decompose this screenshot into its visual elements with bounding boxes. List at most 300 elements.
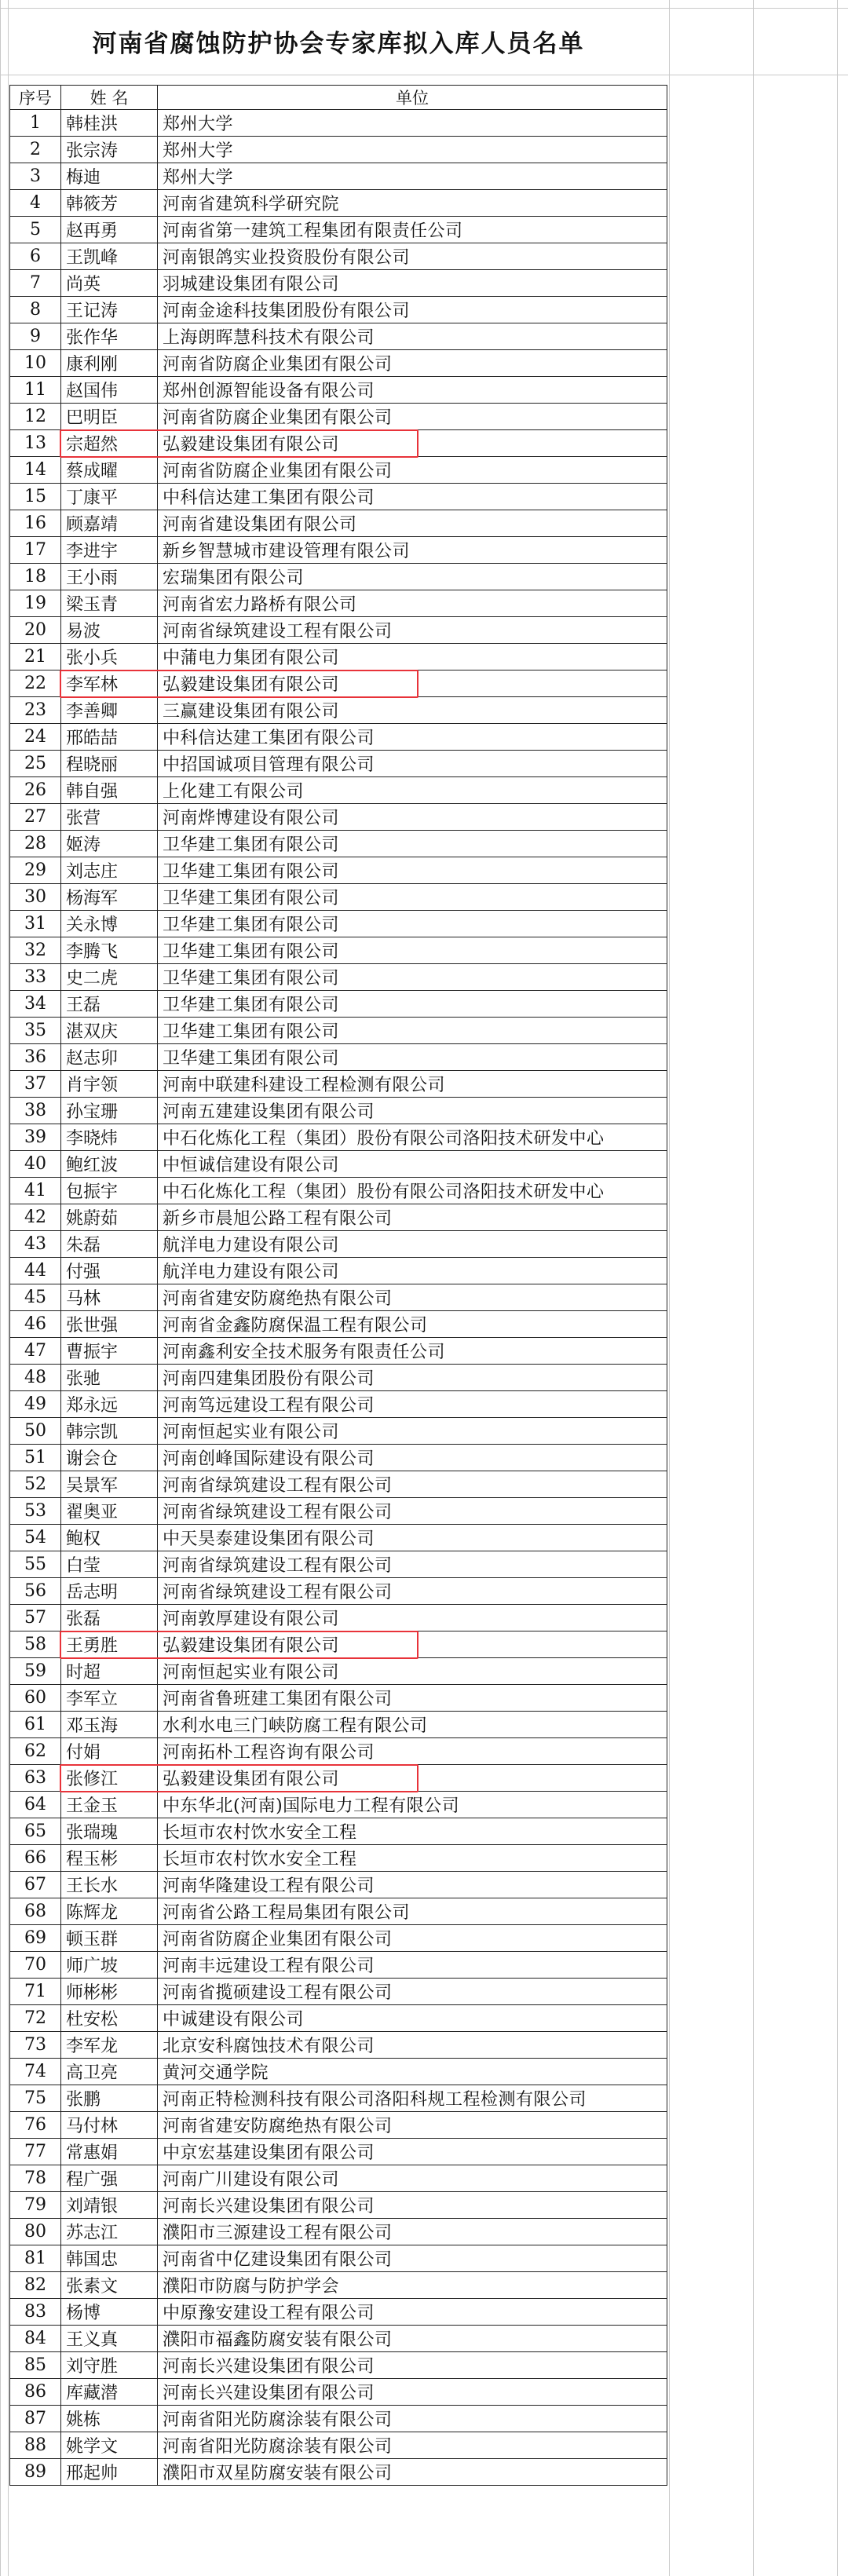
table-row [10, 1418, 667, 1445]
row-index-cell: 48 [10, 1365, 61, 1391]
row-org-cell: 卫华建工集团有限公司 [158, 964, 667, 991]
row-name-cell: 湛双庆 [61, 1018, 158, 1044]
row-name-cell: 尚英 [61, 270, 158, 297]
row-index-cell: 18 [10, 564, 61, 590]
row-name-cell: 邢起帅 [61, 2459, 158, 2486]
row-index-cell: 31 [10, 911, 61, 937]
row-index-cell: 59 [10, 1658, 61, 1685]
row-org-cell: 河南省阳光防腐涂装有限公司 [158, 2432, 667, 2459]
row-name-cell: 史二虎 [61, 964, 158, 991]
row-name-cell: 谢会仓 [61, 1445, 158, 1471]
table-row [10, 2112, 667, 2139]
row-org-cell: 水利水电三门峡防腐工程有限公司 [158, 1712, 667, 1738]
header-index: 序号 [10, 86, 61, 110]
row-org-cell: 弘毅建设集团有限公司 [158, 670, 667, 697]
document-title: 河南省腐蚀防护协会专家库拟入库人员名单 [9, 9, 667, 72]
row-index-cell: 81 [10, 2245, 61, 2272]
row-org-cell: 上海朗晖慧科技术有限公司 [158, 323, 667, 350]
table-row [10, 1898, 667, 1925]
table-row [10, 831, 667, 857]
row-index-cell: 26 [10, 777, 61, 804]
row-index-cell: 36 [10, 1044, 61, 1071]
table-row [10, 1952, 667, 1979]
row-org-cell: 长垣市农村饮水安全工程 [158, 1818, 667, 1845]
row-org-cell: 河南长兴建设集团有限公司 [158, 2192, 667, 2219]
row-name-cell: 杜安松 [61, 2005, 158, 2032]
table-row [10, 2245, 667, 2272]
row-index-cell: 50 [10, 1418, 61, 1445]
table-row [10, 2192, 667, 2219]
table-row [10, 1551, 667, 1578]
table-row [10, 110, 667, 137]
row-org-cell: 北京安科腐蚀技术有限公司 [158, 2032, 667, 2059]
row-name-cell: 孙宝珊 [61, 1098, 158, 1124]
table-row [10, 1925, 667, 1952]
row-index-cell: 24 [10, 724, 61, 751]
row-org-cell: 河南省绿筑建设工程有限公司 [158, 1578, 667, 1605]
row-index-cell: 64 [10, 1792, 61, 1818]
row-name-cell: 蔡成曜 [61, 457, 158, 484]
row-name-cell: 付强 [61, 1258, 158, 1284]
row-org-cell: 河南银鸽实业投资股份有限公司 [158, 243, 667, 270]
row-name-cell: 李晓炜 [61, 1124, 158, 1151]
row-index-cell: 85 [10, 2352, 61, 2379]
row-org-cell: 中石化炼化工程（集团）股份有限公司洛阳技术研发中心 [158, 1124, 667, 1151]
table-row [10, 1151, 667, 1178]
row-index-cell: 2 [10, 137, 61, 163]
row-org-cell: 河南省防腐企业集团有限公司 [158, 350, 667, 377]
row-name-cell: 吴景军 [61, 1471, 158, 1498]
row-index-cell: 13 [10, 430, 61, 457]
row-name-cell: 王小雨 [61, 564, 158, 590]
row-name-cell: 姬涛 [61, 831, 158, 857]
row-name-cell: 常惠娟 [61, 2139, 158, 2165]
row-name-cell: 丁康平 [61, 484, 158, 510]
row-org-cell: 河南省建安防腐绝热有限公司 [158, 1284, 667, 1311]
row-index-cell: 82 [10, 2272, 61, 2299]
row-index-cell: 51 [10, 1445, 61, 1471]
table-row [10, 964, 667, 991]
row-org-cell: 中科信达建工集团有限公司 [158, 724, 667, 751]
row-org-cell: 河南中联建科建设工程检测有限公司 [158, 1071, 667, 1098]
row-index-cell: 68 [10, 1898, 61, 1925]
row-org-cell: 濮阳市双星防腐安装有限公司 [158, 2459, 667, 2486]
table-row [10, 270, 667, 297]
row-org-cell: 河南省建筑科学研究院 [158, 190, 667, 217]
table-row [10, 1658, 667, 1685]
table-row [10, 911, 667, 937]
row-name-cell: 鲍权 [61, 1525, 158, 1551]
row-org-cell: 郑州大学 [158, 163, 667, 190]
row-org-cell: 黄河交通学院 [158, 2059, 667, 2085]
row-org-cell: 河南创峰国际建设有限公司 [158, 1445, 667, 1471]
table-row [10, 1044, 667, 1071]
row-name-cell: 王凯峰 [61, 243, 158, 270]
row-index-cell: 25 [10, 751, 61, 777]
row-name-cell: 程广强 [61, 2165, 158, 2192]
table-row [10, 350, 667, 377]
row-org-cell: 上化建工有限公司 [158, 777, 667, 804]
row-index-cell: 77 [10, 2139, 61, 2165]
row-index-cell: 41 [10, 1178, 61, 1204]
row-index-cell: 22 [10, 670, 61, 697]
row-org-cell: 河南省防腐企业集团有限公司 [158, 1925, 667, 1952]
row-org-cell: 卫华建工集团有限公司 [158, 831, 667, 857]
table-row [10, 937, 667, 964]
row-org-cell: 羽城建设集团有限公司 [158, 270, 667, 297]
table-row [10, 697, 667, 724]
table-row [10, 510, 667, 537]
row-name-cell: 姚学文 [61, 2432, 158, 2459]
header-name: 姓 名 [61, 86, 158, 110]
row-index-cell: 54 [10, 1525, 61, 1551]
row-index-cell: 71 [10, 1979, 61, 2005]
table-row [10, 1471, 667, 1498]
table-row [10, 1258, 667, 1284]
table-row [10, 1098, 667, 1124]
table-row [10, 644, 667, 670]
row-org-cell: 河南省防腐企业集团有限公司 [158, 404, 667, 430]
row-index-cell: 8 [10, 297, 61, 323]
row-index-cell: 62 [10, 1738, 61, 1765]
expert-roster-table [9, 85, 667, 2486]
row-index-cell: 14 [10, 457, 61, 484]
row-name-cell: 时超 [61, 1658, 158, 1685]
row-index-cell: 4 [10, 190, 61, 217]
row-name-cell: 肖宇领 [61, 1071, 158, 1098]
table-row [10, 2459, 667, 2486]
row-index-cell: 83 [10, 2299, 61, 2326]
row-name-cell: 李军林 [61, 670, 158, 697]
row-index-cell: 42 [10, 1204, 61, 1231]
table-header-row [10, 86, 667, 110]
row-org-cell: 弘毅建设集团有限公司 [158, 1631, 667, 1658]
row-name-cell: 李军龙 [61, 2032, 158, 2059]
table-row [10, 2139, 667, 2165]
row-index-cell: 87 [10, 2406, 61, 2432]
row-name-cell: 付娟 [61, 1738, 158, 1765]
row-org-cell: 河南省金鑫防腐保温工程有限公司 [158, 1311, 667, 1338]
row-org-cell: 濮阳市三源建设工程有限公司 [158, 2219, 667, 2245]
row-index-cell: 19 [10, 590, 61, 617]
table-row [10, 2406, 667, 2432]
row-name-cell: 马林 [61, 1284, 158, 1311]
row-name-cell: 张作华 [61, 323, 158, 350]
row-org-cell: 濮阳市福鑫防腐安装有限公司 [158, 2326, 667, 2352]
table-row [10, 670, 667, 697]
row-name-cell: 师彬彬 [61, 1979, 158, 2005]
row-name-cell: 鲍红波 [61, 1151, 158, 1178]
row-index-cell: 1 [10, 110, 61, 137]
table-row [10, 1765, 667, 1792]
row-name-cell: 易波 [61, 617, 158, 644]
row-org-cell: 卫华建工集团有限公司 [158, 1044, 667, 1071]
row-org-cell: 河南笃远建设工程有限公司 [158, 1391, 667, 1418]
row-org-cell: 河南五建建设集团有限公司 [158, 1098, 667, 1124]
table-row [10, 1605, 667, 1631]
table-row [10, 2219, 667, 2245]
row-org-cell: 卫华建工集团有限公司 [158, 911, 667, 937]
row-index-cell: 73 [10, 2032, 61, 2059]
row-org-cell: 濮阳市防腐与防护学会 [158, 2272, 667, 2299]
row-index-cell: 58 [10, 1631, 61, 1658]
row-index-cell: 39 [10, 1124, 61, 1151]
row-name-cell: 赵志卯 [61, 1044, 158, 1071]
row-org-cell: 卫华建工集团有限公司 [158, 1018, 667, 1044]
row-org-cell: 河南正特检测科技有限公司洛阳科规工程检测有限公司 [158, 2085, 667, 2112]
row-org-cell: 卫华建工集团有限公司 [158, 884, 667, 911]
table-row [10, 323, 667, 350]
table-row [10, 1018, 667, 1044]
row-index-cell: 29 [10, 857, 61, 884]
table-row [10, 2059, 667, 2085]
table-row [10, 163, 667, 190]
row-name-cell: 李进宇 [61, 537, 158, 564]
row-org-cell: 中蒲电力集团有限公司 [158, 644, 667, 670]
row-index-cell: 15 [10, 484, 61, 510]
row-index-cell: 72 [10, 2005, 61, 2032]
table-row [10, 991, 667, 1018]
row-index-cell: 47 [10, 1338, 61, 1365]
row-index-cell: 76 [10, 2112, 61, 2139]
row-org-cell: 新乡市晨旭公路工程有限公司 [158, 1204, 667, 1231]
row-org-cell: 河南省揽硕建设工程有限公司 [158, 1979, 667, 2005]
row-org-cell: 河南省绿筑建设工程有限公司 [158, 1498, 667, 1525]
row-index-cell: 79 [10, 2192, 61, 2219]
row-name-cell: 李腾飞 [61, 937, 158, 964]
table-row [10, 1845, 667, 1872]
row-org-cell: 河南省建安防腐绝热有限公司 [158, 2112, 667, 2139]
row-org-cell: 河南烨博建设有限公司 [158, 804, 667, 831]
row-name-cell: 张修江 [61, 1765, 158, 1792]
row-name-cell: 高卫亮 [61, 2059, 158, 2085]
table-row [10, 1872, 667, 1898]
row-index-cell: 61 [10, 1712, 61, 1738]
table-row [10, 1712, 667, 1738]
row-index-cell: 56 [10, 1578, 61, 1605]
table-row [10, 2352, 667, 2379]
table-row [10, 2085, 667, 2112]
row-index-cell: 37 [10, 1071, 61, 1098]
row-org-cell: 中石化炼化工程（集团）股份有限公司洛阳技术研发中心 [158, 1178, 667, 1204]
row-index-cell: 16 [10, 510, 61, 537]
table-row [10, 1525, 667, 1551]
row-org-cell: 郑州创源智能设备有限公司 [158, 377, 667, 404]
row-org-cell: 河南恒起实业有限公司 [158, 1418, 667, 1445]
table-row [10, 804, 667, 831]
row-name-cell: 陈辉龙 [61, 1898, 158, 1925]
row-name-cell: 程玉彬 [61, 1845, 158, 1872]
row-org-cell: 中科信达建工集团有限公司 [158, 484, 667, 510]
row-org-cell: 郑州大学 [158, 110, 667, 137]
row-org-cell: 长垣市农村饮水安全工程 [158, 1845, 667, 1872]
table-row [10, 1231, 667, 1258]
row-index-cell: 5 [10, 217, 61, 243]
row-org-cell: 河南省绿筑建设工程有限公司 [158, 617, 667, 644]
row-org-cell: 河南长兴建设集团有限公司 [158, 2352, 667, 2379]
row-index-cell: 17 [10, 537, 61, 564]
row-name-cell: 杨博 [61, 2299, 158, 2326]
row-index-cell: 57 [10, 1605, 61, 1631]
row-org-cell: 航洋电力建设有限公司 [158, 1231, 667, 1258]
row-name-cell: 张磊 [61, 1605, 158, 1631]
table-row [10, 484, 667, 510]
row-name-cell: 苏志江 [61, 2219, 158, 2245]
table-row [10, 1365, 667, 1391]
row-index-cell: 27 [10, 804, 61, 831]
row-org-cell: 河南省宏力路桥有限公司 [158, 590, 667, 617]
row-name-cell: 邢皓喆 [61, 724, 158, 751]
table-row [10, 2165, 667, 2192]
row-name-cell: 王勇胜 [61, 1631, 158, 1658]
row-name-cell: 刘靖银 [61, 2192, 158, 2219]
row-name-cell: 马付林 [61, 2112, 158, 2139]
row-name-cell: 张宗涛 [61, 137, 158, 163]
table-row [10, 1498, 667, 1525]
row-name-cell: 韩宗凯 [61, 1418, 158, 1445]
row-org-cell: 中招国诚项目管理有限公司 [158, 751, 667, 777]
row-name-cell: 王磊 [61, 991, 158, 1018]
table-row [10, 1071, 667, 1098]
table-row [10, 2326, 667, 2352]
table-row [10, 1391, 667, 1418]
row-index-cell: 30 [10, 884, 61, 911]
row-name-cell: 顿玉群 [61, 1925, 158, 1952]
row-org-cell: 卫华建工集团有限公司 [158, 991, 667, 1018]
row-name-cell: 王金玉 [61, 1792, 158, 1818]
table-row [10, 2272, 667, 2299]
row-org-cell: 河南省绿筑建设工程有限公司 [158, 1471, 667, 1498]
row-name-cell: 刘守胜 [61, 2352, 158, 2379]
table-row [10, 857, 667, 884]
row-name-cell: 姚蔚茹 [61, 1204, 158, 1231]
table-row [10, 2379, 667, 2406]
row-org-cell: 河南华隆建设工程有限公司 [158, 1872, 667, 1898]
table-row [10, 1685, 667, 1712]
row-index-cell: 69 [10, 1925, 61, 1952]
row-index-cell: 45 [10, 1284, 61, 1311]
row-name-cell: 朱磊 [61, 1231, 158, 1258]
row-name-cell: 张素文 [61, 2272, 158, 2299]
table-row [10, 430, 667, 457]
table-row [10, 590, 667, 617]
row-name-cell: 王长水 [61, 1872, 158, 1898]
table-row [10, 617, 667, 644]
row-index-cell: 35 [10, 1018, 61, 1044]
table-row [10, 537, 667, 564]
row-index-cell: 10 [10, 350, 61, 377]
table-row [10, 2005, 667, 2032]
row-org-cell: 中诚建设有限公司 [158, 2005, 667, 2032]
row-name-cell: 张营 [61, 804, 158, 831]
table-row [10, 2299, 667, 2326]
row-name-cell: 程晓丽 [61, 751, 158, 777]
table-row [10, 1792, 667, 1818]
table-row [10, 1979, 667, 2005]
table-row [10, 1631, 667, 1658]
row-org-cell: 河南省鲁班建工集团有限公司 [158, 1685, 667, 1712]
table-row [10, 190, 667, 217]
row-name-cell: 韩筱芳 [61, 190, 158, 217]
row-org-cell: 宏瑞集团有限公司 [158, 564, 667, 590]
row-index-cell: 66 [10, 1845, 61, 1872]
row-index-cell: 88 [10, 2432, 61, 2459]
row-org-cell: 河南省阳光防腐涂装有限公司 [158, 2406, 667, 2432]
row-org-cell: 中原豫安建设工程有限公司 [158, 2299, 667, 2326]
header-org: 单位 [158, 86, 667, 110]
row-index-cell: 9 [10, 323, 61, 350]
row-org-cell: 河南拓朴工程咨询有限公司 [158, 1738, 667, 1765]
row-name-cell: 张驰 [61, 1365, 158, 1391]
row-org-cell: 河南省第一建筑工程集团有限责任公司 [158, 217, 667, 243]
row-org-cell: 河南敦厚建设有限公司 [158, 1605, 667, 1631]
row-index-cell: 43 [10, 1231, 61, 1258]
row-name-cell: 师广坡 [61, 1952, 158, 1979]
row-org-cell: 河南丰远建设工程有限公司 [158, 1952, 667, 1979]
table-row [10, 137, 667, 163]
row-name-cell: 库藏潜 [61, 2379, 158, 2406]
table-row [10, 1445, 667, 1471]
row-org-cell: 河南省公路工程局集团有限公司 [158, 1898, 667, 1925]
row-org-cell: 中东华北(河南)国际电力工程有限公司 [158, 1792, 667, 1818]
row-org-cell: 郑州大学 [158, 137, 667, 163]
table-row [10, 1738, 667, 1765]
row-index-cell: 32 [10, 937, 61, 964]
row-index-cell: 40 [10, 1151, 61, 1178]
row-index-cell: 52 [10, 1471, 61, 1498]
row-index-cell: 70 [10, 1952, 61, 1979]
roster-body [10, 110, 667, 2486]
table-row [10, 1178, 667, 1204]
row-index-cell: 20 [10, 617, 61, 644]
row-index-cell: 75 [10, 2085, 61, 2112]
row-name-cell: 王记涛 [61, 297, 158, 323]
table-row [10, 1284, 667, 1311]
table-row [10, 777, 667, 804]
table-row [10, 243, 667, 270]
row-org-cell: 河南省建设集团有限公司 [158, 510, 667, 537]
row-name-cell: 邓玉海 [61, 1712, 158, 1738]
row-org-cell: 河南广川建设有限公司 [158, 2165, 667, 2192]
row-name-cell: 关永博 [61, 911, 158, 937]
row-name-cell: 宗超然 [61, 430, 158, 457]
row-org-cell: 河南省中亿建设集团有限公司 [158, 2245, 667, 2272]
row-name-cell: 翟奥亚 [61, 1498, 158, 1525]
table-row [10, 297, 667, 323]
row-name-cell: 康利刚 [61, 350, 158, 377]
row-name-cell: 郑永远 [61, 1391, 158, 1418]
row-org-cell: 河南恒起实业有限公司 [158, 1658, 667, 1685]
row-index-cell: 11 [10, 377, 61, 404]
row-org-cell: 中恒诚信建设有限公司 [158, 1151, 667, 1178]
row-name-cell: 刘志庄 [61, 857, 158, 884]
row-index-cell: 53 [10, 1498, 61, 1525]
row-name-cell: 张瑞瑰 [61, 1818, 158, 1845]
row-name-cell: 杨海军 [61, 884, 158, 911]
row-org-cell: 中京宏基建设集团有限公司 [158, 2139, 667, 2165]
row-org-cell: 河南鑫利安全技术服务有限责任公司 [158, 1338, 667, 1365]
table-row [10, 564, 667, 590]
row-index-cell: 89 [10, 2459, 61, 2486]
row-name-cell: 巴明臣 [61, 404, 158, 430]
row-name-cell: 白莹 [61, 1551, 158, 1578]
row-index-cell: 63 [10, 1765, 61, 1792]
row-index-cell: 46 [10, 1311, 61, 1338]
row-name-cell: 梁玉青 [61, 590, 158, 617]
row-index-cell: 28 [10, 831, 61, 857]
row-index-cell: 86 [10, 2379, 61, 2406]
row-name-cell: 张世强 [61, 1311, 158, 1338]
